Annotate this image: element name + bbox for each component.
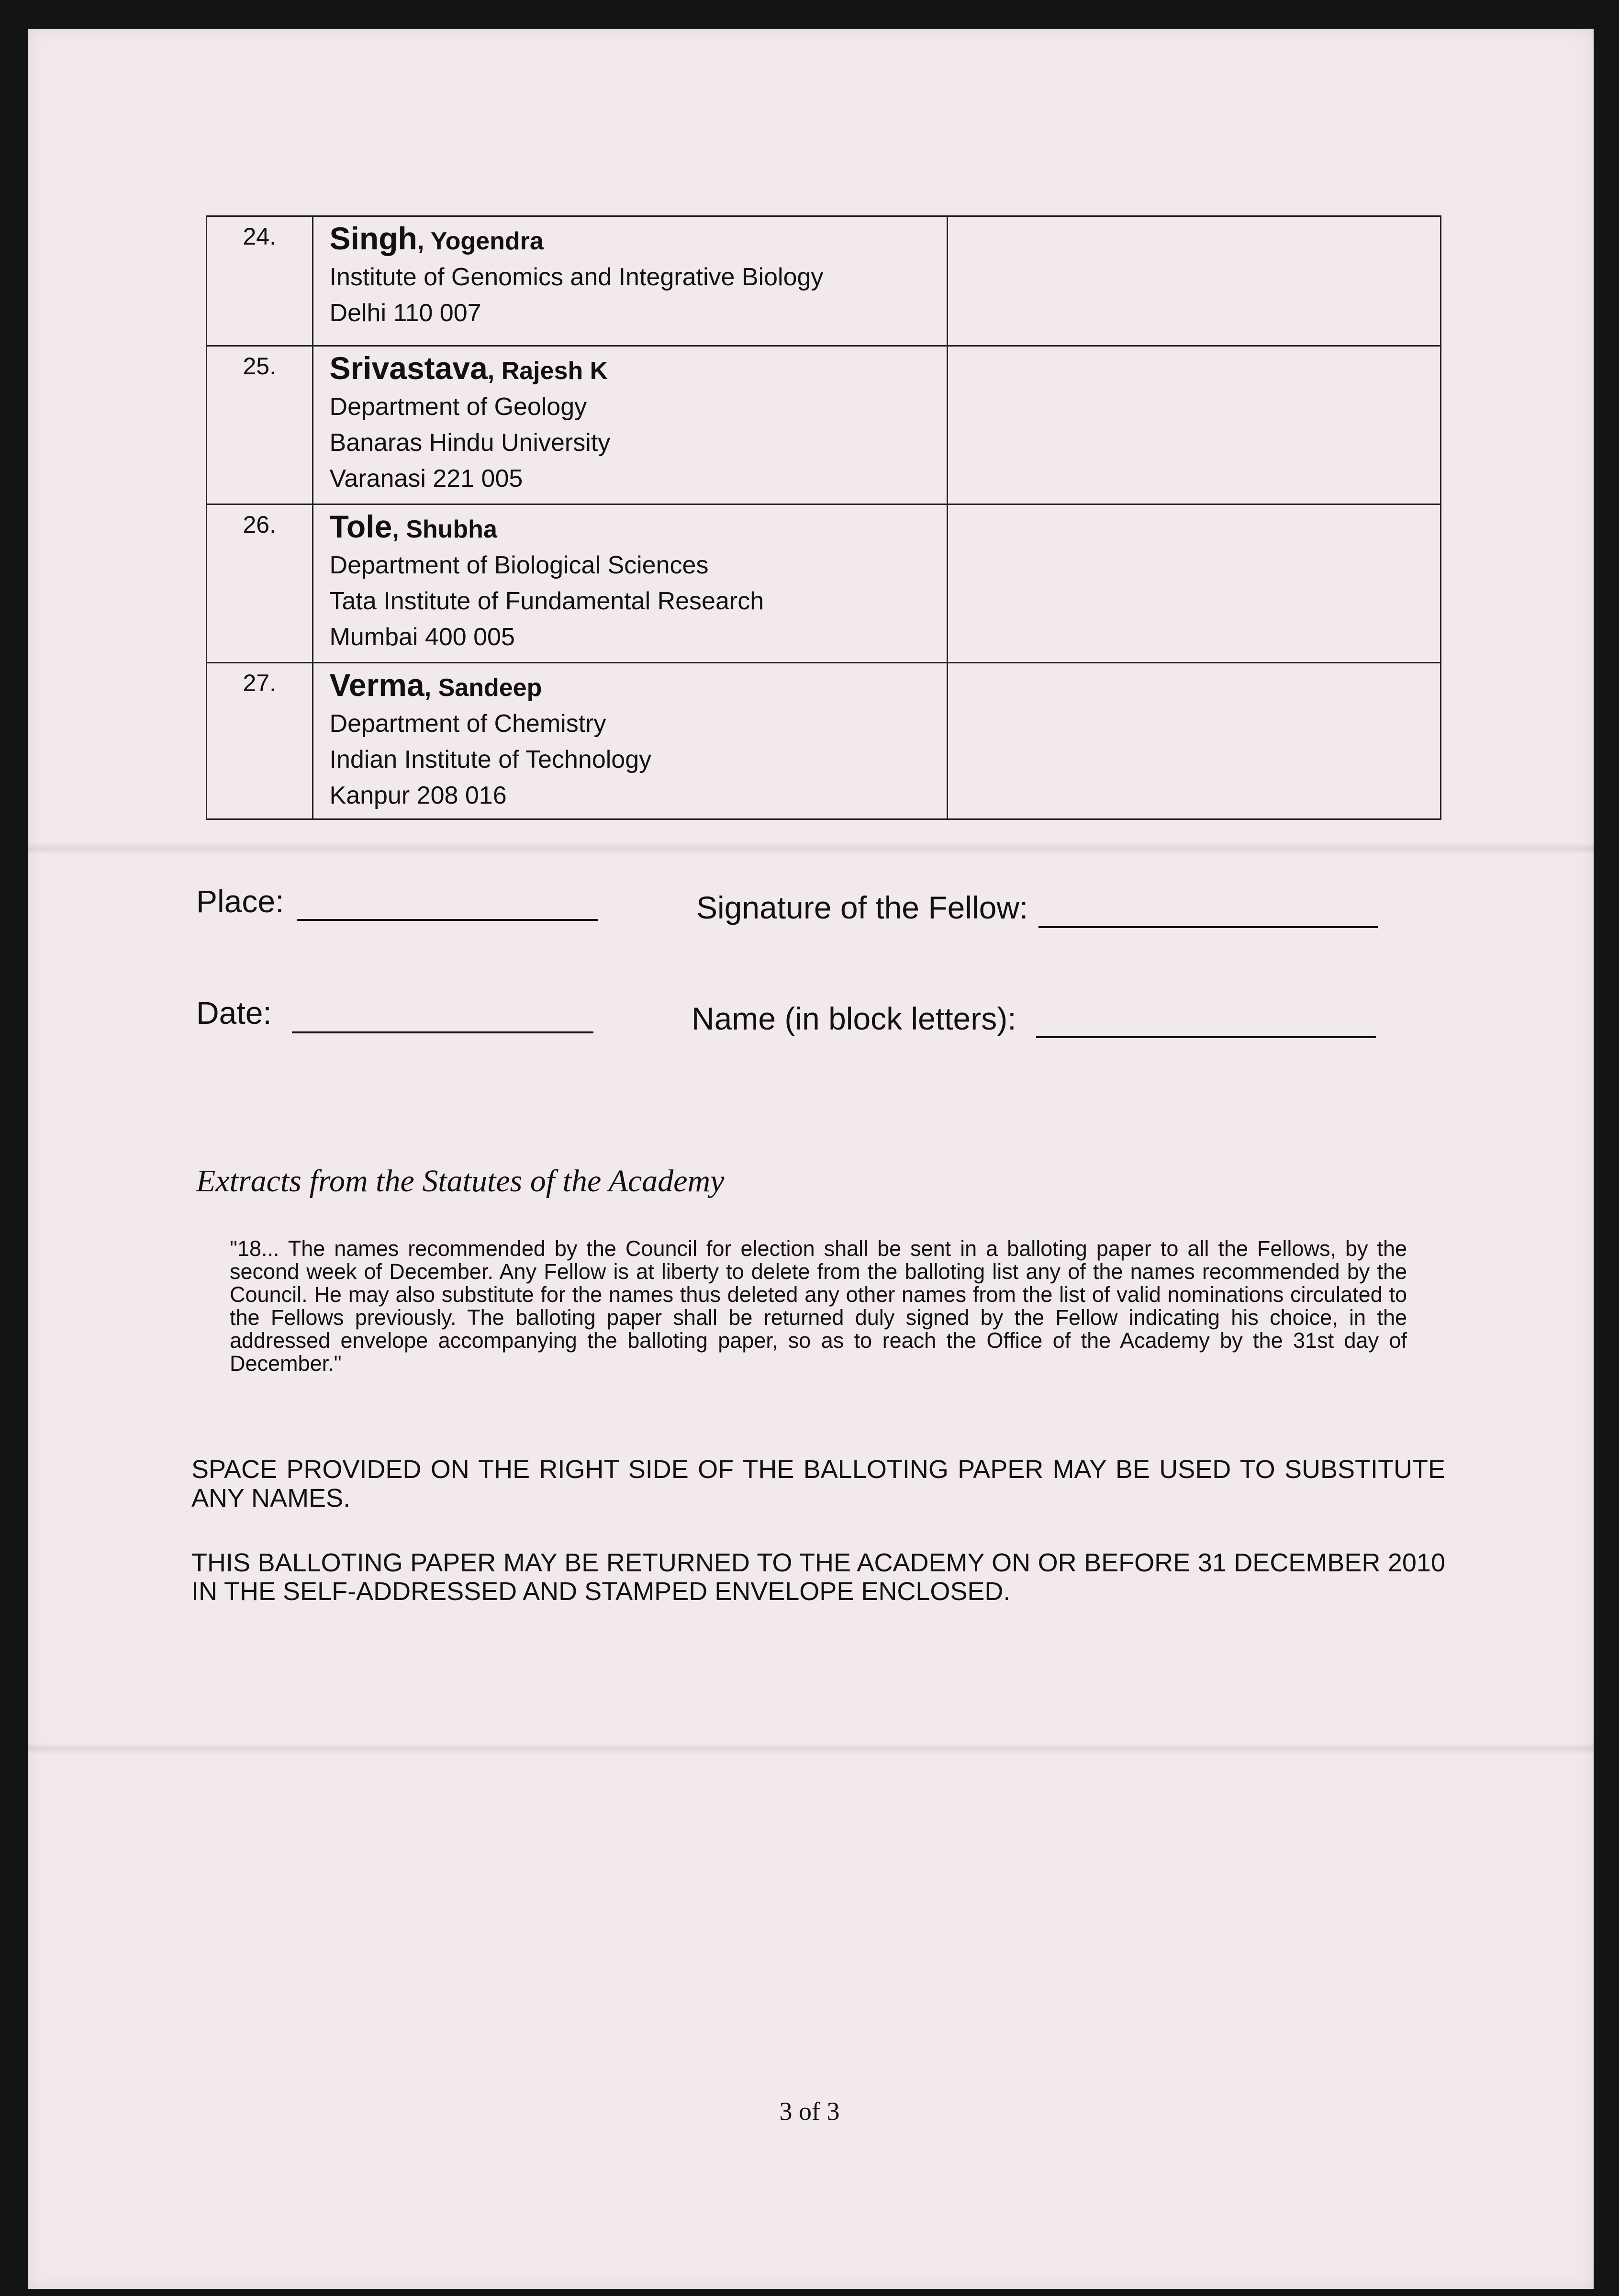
nominee-address-line: Indian Institute of Technology — [329, 746, 652, 773]
date-label: Date: — [196, 995, 272, 1030]
substitute-name-space[interactable] — [948, 216, 1441, 346]
name-block-letters-label: Name (in block letters): — [692, 1001, 1016, 1036]
nominee-address-line: Delhi 110 007 — [329, 299, 481, 327]
paper-fold-crease — [28, 842, 1594, 855]
nominee-number: 24. — [207, 216, 313, 346]
substitute-space-notice: SPACE PROVIDED ON THE RIGHT SIDE OF THE BALLOTING PAPER MAY BE USED TO SUBSTITUTE ANY NAMES. — [191, 1455, 1445, 1512]
nominee-details: Verma, Sandeep Department of Chemistry Indian Institute of Technology Kanpur 208 016 — [313, 663, 948, 819]
page-number: 3 of 3 — [779, 2097, 840, 2126]
signature-label: Signature of the Fellow: — [696, 890, 1028, 925]
nominee-address-line: Institute of Genomics and Integrative Biology — [329, 263, 824, 291]
table-row — [207, 504, 1441, 663]
statutes-heading: Extracts from the Statutes of the Academy — [196, 1164, 725, 1198]
nominee-details: Tole, Shubha Department of Biological Sciences Tata Institute of Fundamental Research Mumbai 400 005 — [313, 504, 948, 663]
nominee-details: Srivastava, Rajesh K Department of Geology Banaras Hindu University Varanasi 221 005 — [313, 346, 948, 504]
nominee-address-line: Kanpur 208 016 — [329, 782, 507, 809]
nominee-surname: Verma — [329, 667, 424, 703]
nominee-address-line: Department of Geology — [329, 393, 587, 421]
nominee-number: 26. — [207, 504, 313, 663]
nominee-number: 27. — [207, 663, 313, 819]
return-deadline-notice: THIS BALLOTING PAPER MAY BE RETURNED TO THE ACADEMY ON OR BEFORE 31 DECEMBER 2010 IN THE SELF-ADDRESSED AND STAMPED ENVELOPE ENCLOSED. — [191, 1548, 1445, 1606]
nominee-address-line: Tata Institute of Fundamental Research — [329, 587, 764, 615]
table-row — [207, 216, 1441, 346]
nominee-address-line: Department of Biological Sciences — [329, 551, 709, 579]
signature-input-line[interactable] — [1038, 926, 1378, 928]
table-row — [207, 346, 1441, 504]
place-input-line[interactable] — [297, 919, 598, 921]
nominee-surname: Singh — [329, 221, 417, 256]
nominee-given-name: Shubha — [406, 515, 497, 543]
substitute-name-space[interactable] — [948, 346, 1441, 504]
substitute-name-space[interactable] — [948, 663, 1441, 819]
nominee-given-name: Rajesh K — [501, 357, 608, 385]
nominee-given-name: Yogendra — [430, 227, 544, 255]
table-row — [207, 663, 1441, 819]
nominee-address-line: Banaras Hindu University — [329, 429, 611, 457]
nominee-given-name: Sandeep — [438, 674, 542, 702]
name-input-line[interactable] — [1036, 1036, 1376, 1038]
nominee-details: Singh, Yogendra Institute of Genomics and Integrative Biology Delhi 110 007 — [313, 216, 948, 346]
nominee-surname: Srivastava — [329, 350, 488, 386]
substitute-name-space[interactable] — [948, 504, 1441, 663]
nominee-address-line: Department of Chemistry — [329, 710, 606, 738]
date-input-line[interactable] — [292, 1031, 593, 1033]
nominee-table — [206, 215, 1441, 820]
nominee-number: 25. — [207, 346, 313, 504]
nominee-address-line: Varanasi 221 005 — [329, 465, 523, 493]
nominee-address-line: Mumbai 400 005 — [329, 623, 515, 651]
nominee-surname: Tole — [329, 509, 392, 544]
place-label: Place: — [196, 884, 284, 919]
paper-fold-crease — [28, 1742, 1594, 1755]
statutes-quote: "18... The names recommended by the Council for election shall be sent in a balloting paper to all the Fellows, by the second week of December. Any Fellow is at liberty to delete from the balloting list any of the names recommended by the Council. He may also substitute for the names thus deleted any other names from the list of valid nominations circulated to the Fellows previously. The balloting paper shall be returned duly signed by the Fellow indicating his choice, in the addressed envelope accompanying the balloting paper, so as to reach the Office of the Academy by the 31st day of December." — [230, 1236, 1407, 1376]
